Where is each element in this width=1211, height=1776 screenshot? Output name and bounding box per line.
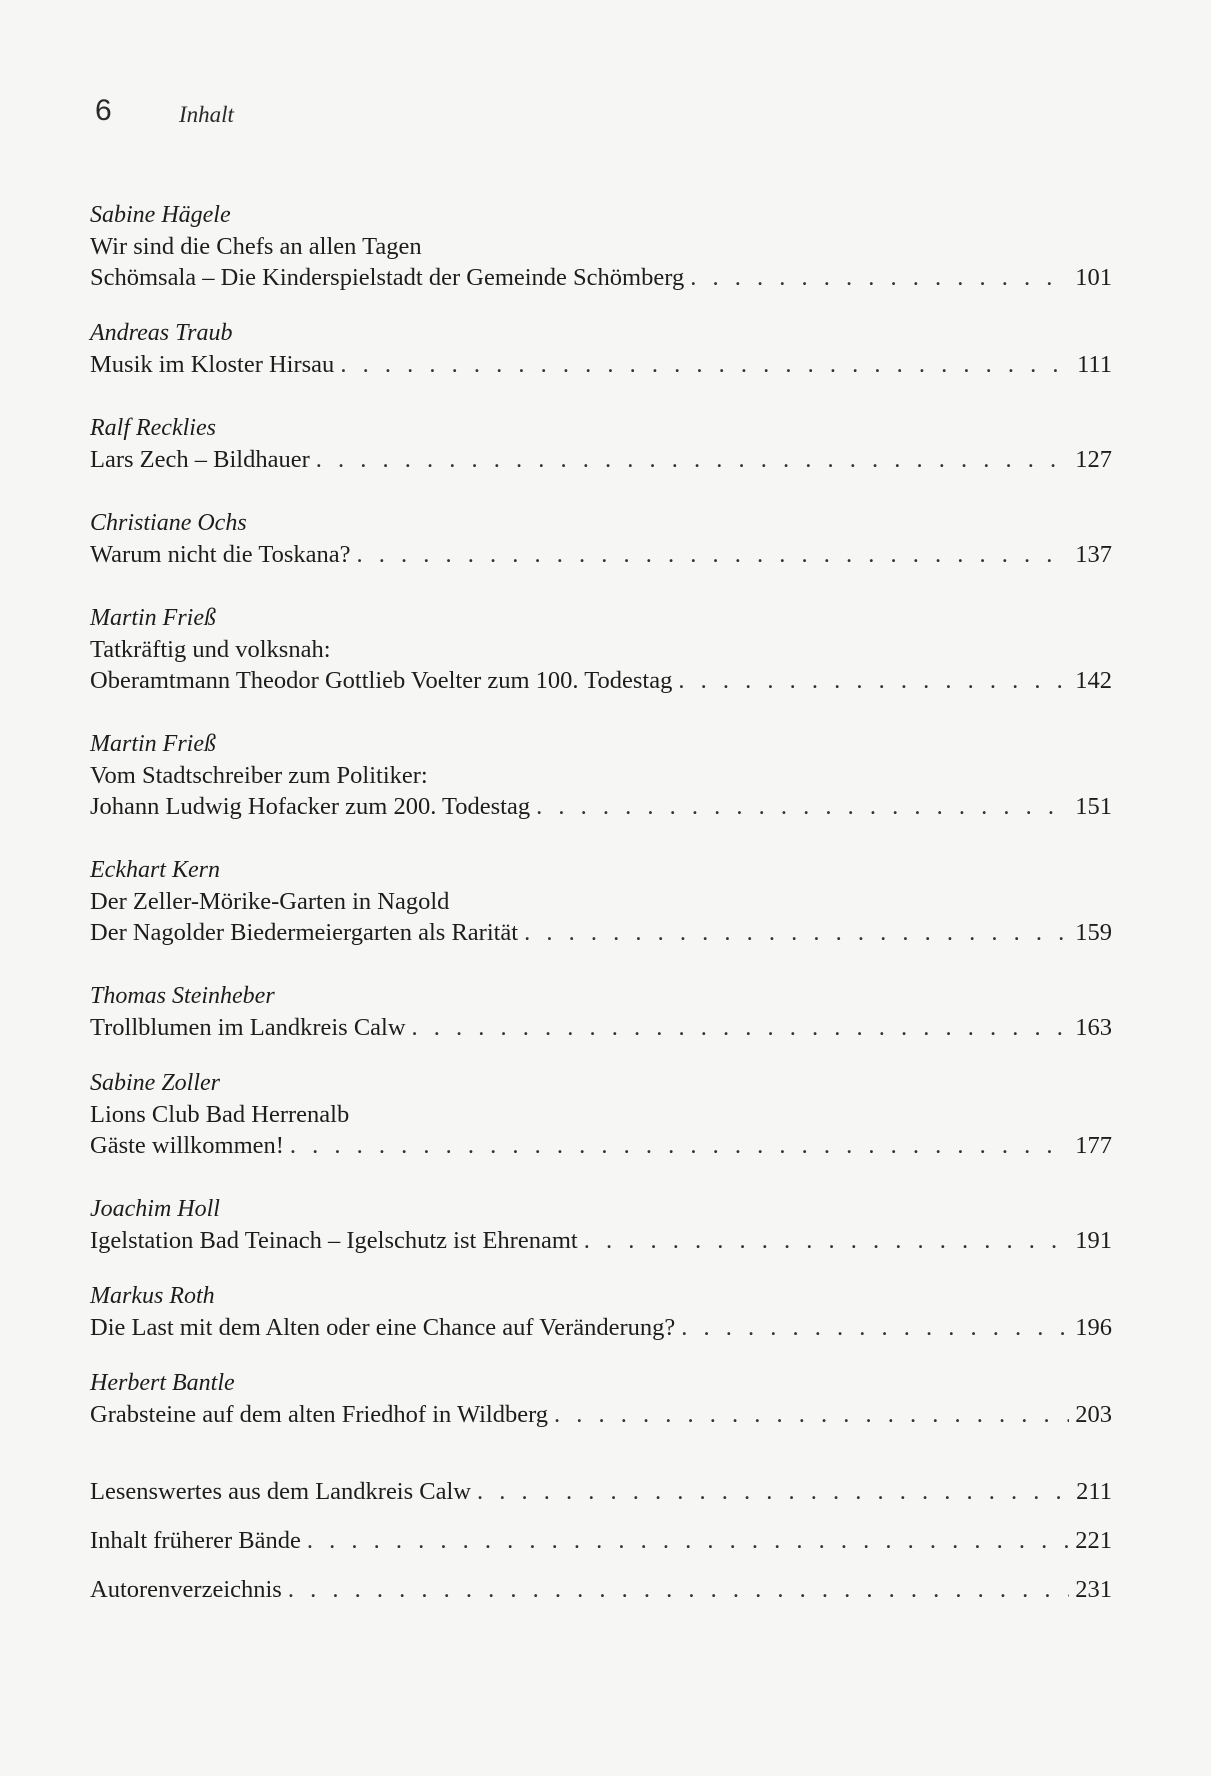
appendix-title: Inhalt früherer Bände bbox=[90, 1527, 301, 1554]
entry-title: Johann Ludwig Hofacker zum 200. Todestag bbox=[90, 793, 531, 820]
entry-author: Ralf Recklies bbox=[90, 415, 216, 441]
dot-leader bbox=[412, 1012, 1070, 1043]
entry-title-line: Lions Club Bad Herrenalb bbox=[90, 1101, 350, 1128]
entry-page-number: 137 bbox=[1075, 541, 1112, 568]
appendix-title: Lesenswertes aus dem Landkreis Calw bbox=[90, 1478, 471, 1505]
toc-entry bbox=[90, 1068, 1112, 1161]
entry-page-number: 177 bbox=[1075, 1132, 1112, 1159]
toc-entry bbox=[90, 318, 1112, 380]
appendix-row bbox=[90, 1574, 1112, 1605]
entry-title-row bbox=[90, 1312, 1112, 1343]
dot-leader bbox=[524, 917, 1069, 948]
dot-leader bbox=[678, 665, 1069, 696]
toc-entry bbox=[90, 508, 1112, 570]
entry-title: Gäste willkommen! bbox=[90, 1132, 284, 1159]
entry-title-line: Vom Stadtschreiber zum Politiker: bbox=[90, 762, 428, 789]
entry-author: Joachim Holl bbox=[90, 1196, 220, 1222]
entry-title: Die Last mit dem Alten oder eine Chance auf Veränderung? bbox=[90, 1314, 676, 1341]
dot-leader bbox=[554, 1399, 1069, 1430]
entry-title-row bbox=[90, 1130, 1112, 1161]
entry-title: Oberamtmann Theodor Gottlieb Voelter zum 100. Todestag bbox=[90, 667, 673, 694]
entry-author: Eckhart Kern bbox=[90, 857, 220, 883]
appendix-page-number: 221 bbox=[1075, 1527, 1112, 1554]
entry-page-number: 111 bbox=[1077, 351, 1112, 378]
appendix-entries bbox=[90, 1476, 1112, 1623]
toc-entry bbox=[90, 603, 1112, 696]
entry-page-number: 151 bbox=[1075, 793, 1112, 820]
page-number: 6 bbox=[95, 94, 112, 127]
toc-entry bbox=[90, 981, 1112, 1043]
entry-author: Markus Roth bbox=[90, 1283, 215, 1309]
dot-leader bbox=[288, 1574, 1069, 1605]
toc-entry bbox=[90, 200, 1112, 293]
appendix-page-number: 211 bbox=[1076, 1478, 1112, 1505]
entry-title: Der Nagolder Biedermeiergarten als Rarität bbox=[90, 919, 519, 946]
entry-title-line: Tatkräftig und volksnah: bbox=[90, 636, 331, 663]
entry-author: Christiane Ochs bbox=[90, 510, 247, 536]
toc-entry bbox=[90, 1281, 1112, 1343]
toc-entry bbox=[90, 729, 1112, 822]
toc-entry bbox=[90, 855, 1112, 948]
entry-title-line: Wir sind die Chefs an allen Tagen bbox=[90, 233, 422, 260]
entry-title-row bbox=[90, 539, 1112, 570]
entry-title-row bbox=[90, 791, 1112, 822]
entry-title-row bbox=[90, 444, 1112, 475]
entry-title: Lars Zech – Bildhauer bbox=[90, 446, 310, 473]
entry-author: Sabine Zoller bbox=[90, 1070, 220, 1096]
dot-leader bbox=[340, 349, 1071, 380]
appendix-page-number: 231 bbox=[1075, 1576, 1112, 1603]
entry-title-row bbox=[90, 917, 1112, 948]
toc-entry bbox=[90, 1368, 1112, 1430]
dot-leader bbox=[584, 1225, 1070, 1256]
entry-title-row bbox=[90, 1225, 1112, 1256]
entry-title-row bbox=[90, 349, 1112, 380]
entry-author: Thomas Steinheber bbox=[90, 983, 275, 1009]
entry-author: Andreas Traub bbox=[90, 320, 233, 346]
entry-title-row bbox=[90, 1012, 1112, 1043]
entry-page-number: 163 bbox=[1075, 1014, 1112, 1041]
running-title: Inhalt bbox=[179, 102, 234, 127]
entry-page-number: 159 bbox=[1075, 919, 1112, 946]
entry-title: Trollblumen im Landkreis Calw bbox=[90, 1014, 406, 1041]
toc-entry bbox=[90, 413, 1112, 475]
dot-leader bbox=[681, 1312, 1069, 1343]
entry-title: Schömsala – Die Kinderspielstadt der Gemeinde Schömberg bbox=[90, 264, 685, 291]
table-of-contents bbox=[90, 200, 1112, 1463]
dot-leader bbox=[290, 1130, 1069, 1161]
entry-title-row bbox=[90, 262, 1112, 293]
dot-leader bbox=[536, 791, 1069, 822]
entry-page-number: 127 bbox=[1075, 446, 1112, 473]
entry-title: Igelstation Bad Teinach – Igelschutz ist Ehrenamt bbox=[90, 1227, 578, 1254]
toc-entry bbox=[90, 1194, 1112, 1256]
dot-leader bbox=[477, 1476, 1070, 1507]
entry-page-number: 191 bbox=[1075, 1227, 1112, 1254]
entry-title-row bbox=[90, 665, 1112, 696]
entry-title: Grabsteine auf dem alten Friedhof in Wildberg bbox=[90, 1401, 549, 1428]
entry-page-number: 101 bbox=[1075, 264, 1112, 291]
entry-title: Musik im Kloster Hirsau bbox=[90, 351, 335, 378]
entry-author: Martin Frieß bbox=[90, 605, 216, 631]
appendix-row bbox=[90, 1525, 1112, 1556]
entry-title-row bbox=[90, 1399, 1112, 1430]
appendix-title: Autorenverzeichnis bbox=[90, 1576, 282, 1603]
entry-author: Martin Frieß bbox=[90, 731, 216, 757]
dot-leader bbox=[690, 262, 1069, 293]
entry-page-number: 203 bbox=[1075, 1401, 1112, 1428]
entry-title-line: Der Zeller-Mörike-Garten in Nagold bbox=[90, 888, 450, 915]
dot-leader bbox=[357, 539, 1070, 570]
entry-page-number: 142 bbox=[1075, 667, 1112, 694]
appendix-row bbox=[90, 1476, 1112, 1507]
entry-author: Sabine Hägele bbox=[90, 202, 231, 228]
dot-leader bbox=[307, 1525, 1069, 1556]
entry-page-number: 196 bbox=[1075, 1314, 1112, 1341]
entry-title: Warum nicht die Toskana? bbox=[90, 541, 351, 568]
dot-leader bbox=[316, 444, 1070, 475]
entry-author: Herbert Bantle bbox=[90, 1370, 235, 1396]
